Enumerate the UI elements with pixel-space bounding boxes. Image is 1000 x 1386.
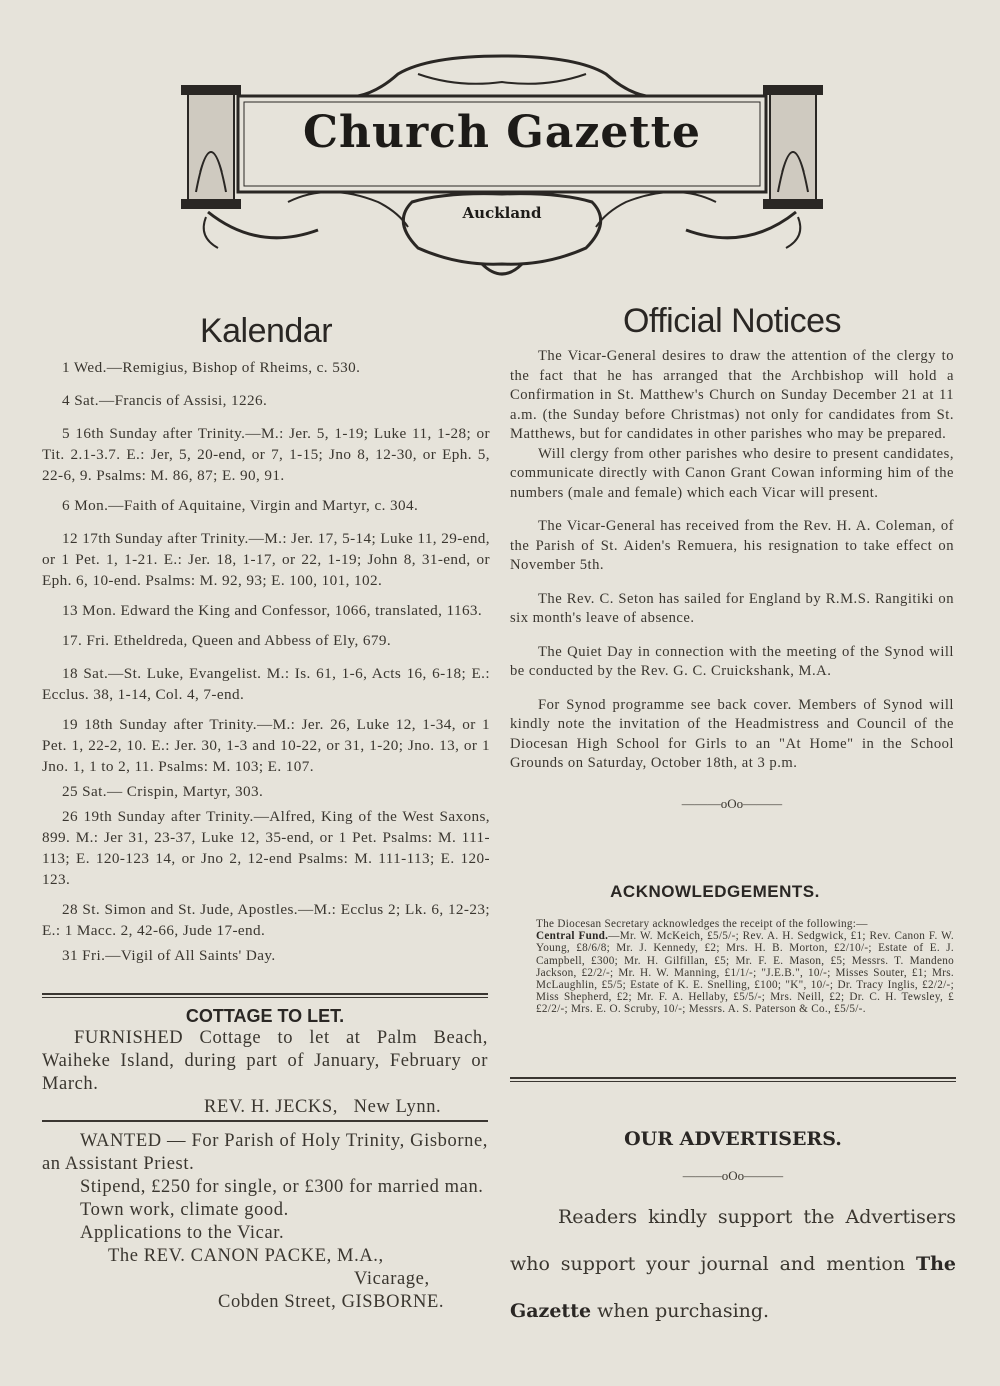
kalendar-entry: 12 17th Sunday after Trinity.—M.: Jer. 17, 5-14; Luke 11, 29-end, or 1 Pet. 1, 1-21. E.: Jer. 18, 1-17, or 22, 1-19; John 8, 31-end, or Eph. 6, 10-end. Psalms: M. 92, 93; E. 100, 101, 102. — [42, 530, 490, 589]
divider — [510, 1077, 956, 1082]
acknowledgements-section — [536, 882, 954, 1016]
advertisers-text: Readers kindly support the Advertisers who support your journal and mention — [510, 1206, 956, 1275]
masthead-subtitle: Auckland — [462, 204, 542, 222]
notice-paragraph: The Quiet Day in connection with the meeting of the Synod will be conducted by the Rev. G. C. Cruickshank, M.A. — [510, 643, 954, 679]
kalendar-section — [42, 312, 490, 975]
official-notices-section — [510, 302, 954, 812]
ornament-divider: ———oOo——— — [682, 1168, 784, 1183]
acknowledgements-heading: ACKNOWLEDGEMENTS. — [610, 882, 820, 901]
cottage-ad-heading: COTTAGE TO LET. — [185, 1006, 345, 1026]
wanted-ad-line: Applications to the Vicar. — [80, 1223, 285, 1243]
advertisers-heading: OUR ADVERTISERS. — [624, 1128, 842, 1150]
kalendar-entry: 5 16th Sunday after Trinity.—M.: Jer. 5, 1-19; Luke 11, 1-28; or Tit. 2.1-3.7. E.: Jer, 5, 20-end, or 7, 1-15; Jno 8, 12-30, or Eph. 5, 22-6, 9. Psalms: M. 86, 87; E. 90, 91. — [42, 425, 490, 484]
kalendar-entry: 6 Mon.—Faith of Aquitaine, Virgin and Martyr, c. 304. — [62, 497, 419, 514]
acknowledgements-intro: The Diocesan Secretary acknowledges the receipt of the following:— — [536, 918, 868, 930]
kalendar-entry: 17. Fri. Etheldreda, Queen and Abbess of Ely, 679. — [62, 632, 392, 649]
divider — [42, 1120, 488, 1122]
kalendar-heading: Kalendar — [199, 312, 333, 350]
notice-paragraph: The Vicar-General desires to draw the attention of the clergy to the fact that he has arranged that the Archbishop will hold a Confirmation in St. Matthew's Church on Sunday December 21 at 11 a.m. (the Sunday before Christmas) not only for candidates from St. Matthews, but for candidates in other parishes who may be prepared. — [510, 348, 954, 442]
kalendar-entry: 28 St. Simon and St. Jude, Apostles.—M.: Ecclus 2; Lk. 6, 12-23; E.: 1 Macc. 2, 42-66, Jude 17-end. — [42, 901, 490, 939]
wanted-ad-line: WANTED — For Parish of Holy Trinity, Gisborne, an Assistant Priest. — [42, 1131, 488, 1174]
notice-paragraph: For Synod programme see back cover. Members of Synod will kindly note the invitation of the Headmistress and Council of the Diocesan High School for Girls to an "At Home" in the School Grounds on Saturday, October 18th, at 3 p.m. — [510, 696, 954, 771]
wanted-ad-contact-name: The REV. CANON PACKE, M.A., — [108, 1246, 384, 1266]
kalendar-list — [42, 357, 490, 966]
ornament-divider: ———oOo——— — [681, 795, 783, 811]
kalendar-entry: 4 Sat.—Francis of Assisi, 1226. — [62, 392, 268, 409]
advertisers-body — [510, 1194, 956, 1335]
notice-paragraph: Will clergy from other parishes who desire to present candidates, communicate directly with Canon Grant Cowan informing him of the numbers (male and female) which each Vicar will present. — [510, 445, 954, 501]
ornamental-frame-icon — [178, 52, 826, 282]
divider — [42, 993, 488, 998]
cottage-ad-signature: REV. H. JECKS, New Lynn. — [204, 1097, 442, 1117]
notice-paragraph: The Rev. C. Seton has sailed for England by R.M.S. Rangitiki on six month's leave of absence. — [510, 590, 954, 626]
cottage-ad — [42, 993, 488, 1119]
kalendar-entry: 31 Fri.—Vigil of All Saints' Day. — [62, 947, 276, 964]
wanted-ad-line: Stipend, £250 for single, or £300 for married man. — [80, 1177, 484, 1197]
kalendar-entry: 1 Wed.—Remigius, Bishop of Rheims, c. 530. — [62, 359, 361, 376]
official-notices-heading: Official Notices — [622, 302, 842, 340]
gazette-name: The Gazette — [510, 1253, 956, 1322]
wanted-ad-line: Town work, climate good. — [80, 1200, 289, 1220]
acknowledgements-list: —Mr. W. McKeich, £5/5/-; Rev. A. H. Sedgwick, £1; Rev. Canon F. W. Young, £8/6/8; Mr. J. Kennedy, £2; Mrs. H. B. Morton, £2/10/-; Estate of E. J. Campbell, £300; Mr. H. Gilfillan, £5; Mr. F. E. Mason, £5; Messrs. T. Mandeno Jackson, £2/2/-; Mr. H. W. Manning, £1/1/-; "J.E.B.", 10/-; Misses Souter, £1; Mrs. McLaughlin, £5/5; Estate of K. E. Snelling, £100; "K", 10/-; Dr. Tracy Inglis, £2/2/-; Miss Shepherd, £2; Mr. F. A. Hellaby, £5/5/-; Mrs. Neill, £2; Dr. C. H. Tewsley, ££2/2/-; Mrs. E. O. Scruby, 10/-; Messrs. A. S. Paterson & Co., £5/5/-. — [536, 930, 954, 1016]
kalendar-entry: 19 18th Sunday after Trinity.—M.: Jer. 26, Luke 12, 1-34, or 1 Pet. 1, 22-2, 10. E.: Jer. 30, 1-3 and 10-22, or 31, 1-20; Jno. 13, or 1 Jno. 1, 1 to 2, 11. Psalms: M. 103; E. 107. — [42, 716, 490, 775]
masthead — [178, 52, 826, 282]
kalendar-entry: 13 Mon. Edward the King and Confessor, 1066, translated, 1163. — [62, 602, 483, 619]
wanted-ad — [42, 1120, 488, 1314]
wanted-ad-contact-address: Cobden Street, GISBORNE. — [218, 1292, 445, 1312]
wanted-ad-contact-place: Vicarage, — [354, 1269, 430, 1289]
advertisers-section — [510, 1077, 956, 1335]
fund-label: Central Fund. — [536, 930, 609, 943]
masthead-title: Church Gazette — [303, 107, 701, 158]
kalendar-entry: 18 Sat.—St. Luke, Evangelist. M.: Is. 61, 1-6, Acts 16, 6-18; E.: Ecclus. 38, 1-14, Col. 4, 7-end. — [42, 665, 490, 703]
cottage-ad-body: FURNISHED Cottage to let at Palm Beach, Waiheke Island, during part of January, February or March. — [42, 1028, 488, 1094]
acknowledgements-body — [536, 930, 954, 1015]
advertisers-text-end: when purchasing. — [597, 1300, 770, 1322]
kalendar-entry: 25 Sat.— Crispin, Martyr, 303. — [62, 783, 264, 800]
kalendar-entry: 26 19th Sunday after Trinity.—Alfred, King of the West Saxons, 899. M.: Jer 31, 23-37, Luke 12, 35-end, or 1 Pet. Psalms: M. 111-113; E. 120-123 14, or Jno 2, 12-end Psalms: M. 111-113; E. 120-123. — [42, 808, 490, 888]
notice-paragraph: The Vicar-General has received from the Rev. H. A. Coleman, of the Parish of St. Aiden's Remuera, his resignation to take effect on November 5th. — [510, 518, 954, 573]
